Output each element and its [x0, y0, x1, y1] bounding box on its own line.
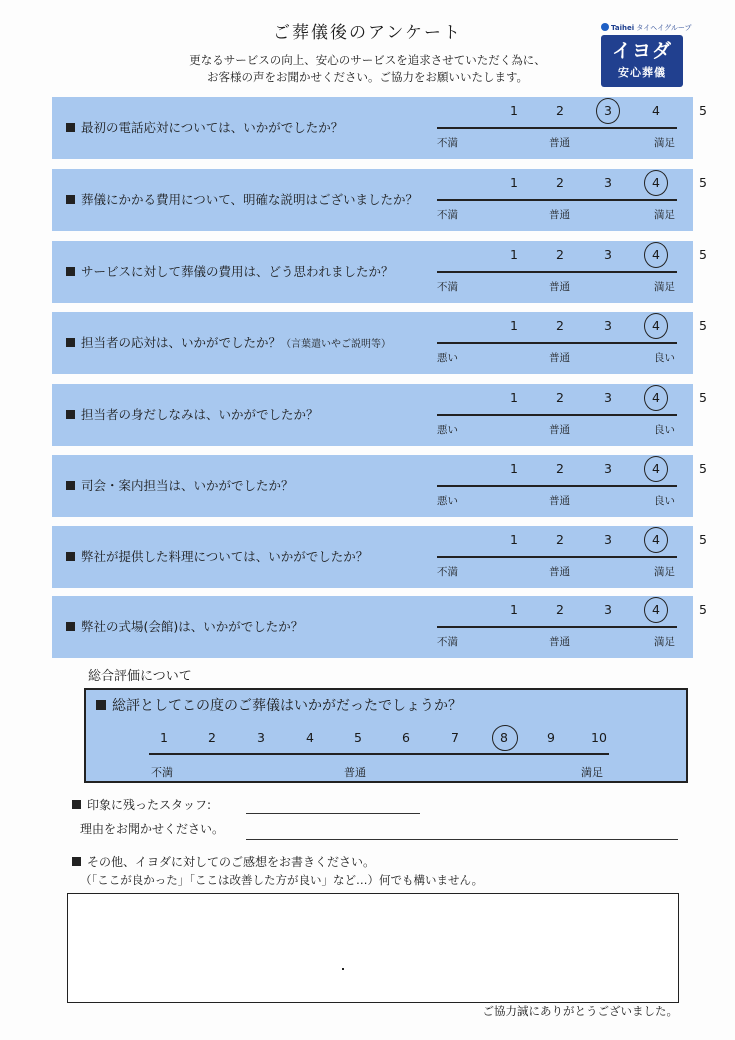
scale-label-high: 良い	[654, 352, 675, 364]
scale-line	[437, 199, 677, 201]
scale-line	[437, 127, 677, 129]
question-text	[66, 405, 319, 423]
rating-option[interactable]: 4	[652, 602, 660, 617]
selected-answer-circle	[644, 597, 668, 623]
logo-brand-line	[601, 22, 692, 34]
logo-badge	[601, 35, 683, 87]
logo-brand: Taihei	[611, 24, 635, 32]
scale-label-mid: 普通	[549, 209, 570, 221]
question-label: 弊社の式場(会館)は、いかがでしたか？	[81, 619, 304, 634]
rating-option[interactable]: 3	[604, 461, 612, 476]
question-text	[66, 547, 368, 565]
overall-selected-circle	[492, 725, 518, 751]
rating-option[interactable]: 4	[652, 532, 660, 547]
rating-option[interactable]: 1	[510, 318, 518, 333]
rating-option[interactable]: 5	[699, 175, 707, 190]
scale-line	[437, 342, 677, 344]
question-label: 担当者の身だしなみは、いかがでしたか？	[81, 407, 319, 422]
overall-rating-option[interactable]: 4	[306, 730, 314, 745]
overall-rating-option[interactable]: 6	[402, 730, 410, 745]
rating-option[interactable]: 1	[510, 103, 518, 118]
other-prompt	[72, 853, 375, 870]
rating-option[interactable]: 3	[604, 532, 612, 547]
question-note: （言葉遣いやご説明等）	[281, 339, 392, 350]
question-text	[66, 190, 418, 208]
question-label: サービスに対して葬儀の費用は、どう思われましたか？	[81, 264, 394, 279]
question-text	[66, 617, 303, 635]
rating-option[interactable]: 5	[699, 318, 707, 333]
scale-label-low: 不満	[437, 566, 458, 578]
question-label: 担当者の応対は、いかがでしたか？	[81, 335, 282, 350]
scale-label-high: 満足	[654, 281, 675, 293]
question-row	[52, 169, 707, 231]
rating-scale	[437, 455, 707, 517]
rating-option[interactable]: 5	[699, 532, 707, 547]
rating-option[interactable]: 4	[652, 175, 660, 190]
question-label: 司会・案内担当は、いかがでしたか？	[81, 478, 294, 493]
scale-label-low: 不満	[437, 636, 458, 648]
scale-label-low: 不満	[437, 281, 458, 293]
rating-option[interactable]: 4	[652, 390, 660, 405]
scale-line	[437, 485, 677, 487]
company-logo	[601, 22, 692, 88]
overall-rating-option[interactable]: 1	[160, 730, 168, 745]
overall-rating-option[interactable]: 3	[257, 730, 265, 745]
scale-label-high: 満足	[654, 636, 675, 648]
bullet-square-icon	[66, 338, 75, 347]
bullet-square-icon	[66, 622, 75, 631]
selected-answer-circle	[596, 98, 620, 124]
question-row	[52, 455, 707, 517]
bullet-square-icon	[66, 123, 75, 132]
reason-label: 理由をお聞かせください。	[80, 822, 225, 836]
question-row	[52, 97, 707, 159]
selected-answer-circle	[644, 313, 668, 339]
scale-label-mid: 普通	[549, 281, 570, 293]
question-label: 葬儀にかかる費用について、明確な説明はございましたか？	[81, 192, 419, 207]
scale-line	[437, 414, 677, 416]
staff-prompt	[72, 796, 211, 813]
question-text	[66, 262, 394, 280]
rating-option[interactable]: 3	[604, 103, 612, 118]
rating-scale	[437, 169, 707, 231]
selected-answer-circle	[644, 385, 668, 411]
scale-label-low: 悪い	[437, 424, 458, 436]
rating-option[interactable]: 5	[699, 390, 707, 405]
scale-label-mid: 普通	[549, 636, 570, 648]
rating-option[interactable]: 1	[510, 390, 518, 405]
rating-option[interactable]: 1	[510, 247, 518, 262]
bullet-square-icon	[66, 267, 75, 276]
intro-line-1: 更なるサービスの向上、安心のサービスを追求させていただく為に、	[189, 53, 546, 67]
rating-scale	[437, 526, 707, 588]
question-row	[52, 241, 707, 303]
other-label: その他、イヨダに対してのご感想をお書きください。	[87, 855, 376, 869]
comment-box[interactable]	[67, 893, 679, 1003]
overall-scale-label-mid: 普通	[344, 766, 366, 779]
question-row	[52, 596, 707, 658]
overall-rating-option[interactable]: 10	[591, 730, 607, 745]
question-text	[66, 118, 343, 136]
scale-label-high: 満足	[654, 137, 675, 149]
rating-scale	[437, 97, 707, 159]
scale-line	[437, 626, 677, 628]
scale-label-mid: 普通	[549, 352, 570, 364]
stray-mark	[342, 968, 344, 970]
rating-option[interactable]: 3	[604, 602, 612, 617]
overall-scale-label-low: 不満	[151, 766, 173, 779]
rating-option[interactable]: 2	[556, 318, 564, 333]
bullet-square-icon	[72, 800, 81, 809]
overall-scale-label-high: 満足	[581, 766, 603, 779]
overall-rating-option[interactable]: 8	[500, 730, 508, 745]
scale-label-low: 悪い	[437, 495, 458, 507]
rating-option[interactable]: 5	[699, 602, 707, 617]
scale-label-high: 満足	[654, 209, 675, 221]
rating-option[interactable]: 4	[652, 103, 660, 118]
rating-option[interactable]: 1	[510, 602, 518, 617]
page-title: ご葬儀後のアンケート	[273, 23, 462, 43]
question-text	[66, 476, 294, 494]
other-subtext: （「ここが良かった」「ここは改善した方が良い」など…）何でも構いません。	[80, 873, 484, 887]
scale-label-high: 良い	[654, 424, 675, 436]
bullet-square-icon	[66, 481, 75, 490]
overall-question-box	[84, 688, 688, 783]
bullet-square-icon	[72, 857, 81, 866]
reason-input-line[interactable]	[246, 839, 678, 840]
rating-option[interactable]: 2	[556, 532, 564, 547]
selected-answer-circle	[644, 242, 668, 268]
staff-input-line[interactable]	[246, 813, 420, 814]
rating-option[interactable]: 3	[604, 175, 612, 190]
rating-scale	[437, 241, 707, 303]
selected-answer-circle	[644, 170, 668, 196]
thanks-text: ご協力誠にありがとうございました。	[482, 1004, 678, 1018]
question-label: 弊社が提供した料理については、いかがでしたか？	[81, 549, 369, 564]
overall-rating-option[interactable]: 7	[451, 730, 459, 745]
rating-scale	[437, 312, 707, 374]
rating-option[interactable]: 5	[699, 247, 707, 262]
scale-label-high: 良い	[654, 495, 675, 507]
rating-option[interactable]: 2	[556, 390, 564, 405]
rating-option[interactable]: 1	[510, 461, 518, 476]
overall-heading: 総合評価について	[88, 669, 192, 684]
rating-option[interactable]: 2	[556, 461, 564, 476]
logo-name: イヨダ	[611, 40, 672, 62]
selected-answer-circle	[644, 527, 668, 553]
rating-option[interactable]: 5	[699, 461, 707, 476]
intro-line-2: お客様の声をお聞かせください。ご協力をお願いいたします。	[206, 70, 529, 84]
logo-sub: 安心葬儀	[618, 66, 666, 79]
scale-label-low: 不満	[437, 137, 458, 149]
rating-option[interactable]: 3	[604, 318, 612, 333]
selected-answer-circle	[644, 456, 668, 482]
logo-group: タイヘイグループ	[636, 24, 692, 32]
bullet-square-icon	[66, 195, 75, 204]
scale-label-mid: 普通	[549, 566, 570, 578]
question-label: 最初の電話応対については、いかがでしたか？	[81, 120, 344, 135]
scale-line	[437, 556, 677, 558]
rating-option[interactable]: 4	[652, 247, 660, 262]
rating-option[interactable]: 3	[604, 247, 612, 262]
scale-label-low: 悪い	[437, 352, 458, 364]
overall-scale-line	[149, 753, 609, 755]
rating-option[interactable]: 5	[699, 103, 707, 118]
rating-scale	[437, 384, 707, 446]
overall-rating-option[interactable]: 9	[547, 730, 555, 745]
overall-rating-option[interactable]: 5	[354, 730, 362, 745]
overall-question-label: 総評としてこの度のご葬儀はいかがだったでしょうか？	[112, 698, 462, 714]
overall-rating-scale	[86, 690, 686, 781]
overall-rating-option[interactable]: 2	[208, 730, 216, 745]
scale-label-mid: 普通	[549, 424, 570, 436]
rating-option[interactable]: 2	[556, 175, 564, 190]
rating-option[interactable]: 1	[510, 175, 518, 190]
taihei-logo-icon	[601, 23, 609, 31]
rating-scale	[437, 596, 707, 658]
bullet-square-icon	[66, 552, 75, 561]
scale-label-low: 不満	[437, 209, 458, 221]
question-text	[66, 333, 391, 351]
rating-option[interactable]: 2	[556, 602, 564, 617]
scale-label-mid: 普通	[549, 495, 570, 507]
rating-option[interactable]: 1	[510, 532, 518, 547]
rating-option[interactable]: 4	[652, 318, 660, 333]
rating-option[interactable]: 2	[556, 247, 564, 262]
rating-option[interactable]: 2	[556, 103, 564, 118]
scale-label-high: 満足	[654, 566, 675, 578]
question-row	[52, 384, 707, 446]
question-row	[52, 526, 707, 588]
bullet-square-icon	[66, 410, 75, 419]
staff-label: 印象に残ったスタッフ:	[87, 798, 212, 812]
scale-label-mid: 普通	[549, 137, 570, 149]
scale-line	[437, 271, 677, 273]
rating-option[interactable]: 4	[652, 461, 660, 476]
question-row	[52, 312, 707, 374]
rating-option[interactable]: 3	[604, 390, 612, 405]
